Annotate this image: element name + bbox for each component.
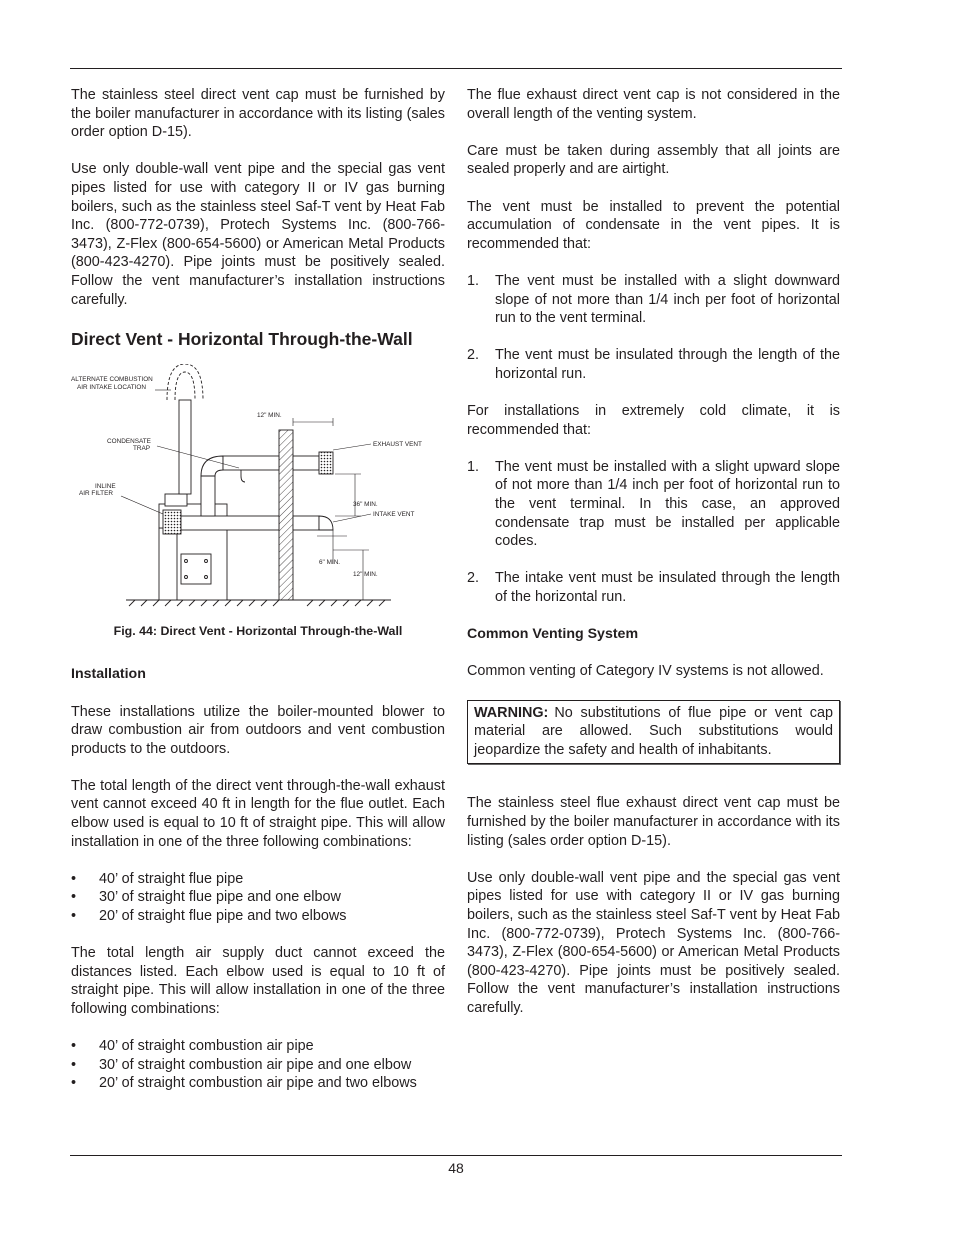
list-item: • 40’ of straight combustion air pipe	[71, 1038, 314, 1055]
header-rule	[70, 68, 842, 69]
airtight-paragraph: Care must be taken during assembly that all joints are sealed properly and are airtight.	[467, 142, 840, 178]
label-condensate-2: TRAP	[133, 444, 151, 452]
list-item: 2. The vent must be insulated through the length of the horizontal run.	[467, 347, 840, 382]
flue-combinations-list	[71, 870, 445, 926]
diagram-labels	[71, 376, 422, 578]
direct-vent-diagram	[71, 364, 445, 616]
vent-cap-length-paragraph: The flue exhaust direct vent cap is not considered in the overall length of the venting system.	[467, 87, 840, 122]
bullet: •	[71, 870, 77, 887]
installation-paragraph: These installations utilize the boiler-mounted blower to draw combustion air from outdoors and vent combustion products to the outdoors.	[71, 703, 445, 757]
intake-elbow	[319, 516, 333, 530]
cold-climate-list	[467, 458, 840, 607]
list-item: 1. The vent must be installed with a slight downward slope of not more than 1/4 inch per foot of horizontal run to the vent terminal.	[467, 272, 840, 327]
list-item: 1. The vent must be installed with a slight upward slope of not more than 1/4 inch per foot of horizontal run to the vent terminal. In this case, an approved condensate trap must be installed per applicable codes.	[467, 458, 840, 550]
floor-hatch	[129, 600, 385, 606]
bullet: •	[71, 889, 77, 906]
vent-pipe-paragraph: Use only double-wall vent pipe and the special gas vent pipes listed for use with category II or IV gas burning boilers, such as the stainless steel Saf-T vent by Heat Fab Inc. (800-772-0739), Protech Systems Inc. (800-766-3473), Z-Flex (800-654-5600) or American Metal Products (800-423-4270). Pipe joints must be positively sealed. Follow the vent manufacturer’s installation instructions carefully.	[71, 161, 445, 308]
exhaust-length-paragraph: The total length of the direct vent through-the-wall exhaust vent cannot exceed 40 ft in length for the flue outlet. Each elbow used is equal to 10 ft of straight pipe. This will allow installation in one of the three following combinations:	[71, 777, 445, 850]
label-filter-2: AIR FILTER	[79, 489, 113, 497]
label-filter-1: INLINE	[95, 482, 116, 490]
label-dim-12-bottom: 12" MIN.	[353, 570, 378, 578]
left-column	[71, 86, 445, 1112]
vent-cap-paragraph: The stainless steel direct vent cap must be furnished by the boiler manufacturer in accordance with its listing (sales order option D-15).	[71, 87, 445, 141]
warning-label: WARNING:	[474, 704, 549, 721]
boiler-cabinet	[159, 528, 227, 600]
installation-subheading: Installation	[71, 666, 146, 683]
flue-cap-paragraph: The stainless steel flue exhaust direct vent cap must be furnished by the boiler manufacturer in accordance with its listing (sales order option D-15).	[467, 795, 840, 849]
label-dim-6: 6" MIN.	[319, 558, 341, 566]
bullet: •	[71, 1056, 77, 1073]
right-column	[467, 86, 840, 1036]
alternate-intake-pipe	[179, 400, 191, 494]
air-combinations-list	[71, 1037, 445, 1093]
condensate-paragraph: The vent must be installed to prevent the potential accumulation of condensate in the vent pipes. It is recommended that:	[467, 198, 840, 252]
list-item: • 30’ of straight combustion air pipe and one elbow	[71, 1056, 412, 1073]
recommendations-list	[467, 272, 840, 384]
exterior-wall	[279, 430, 293, 600]
exhaust-pipe	[223, 456, 279, 470]
cold-climate-paragraph: For installations in extremely cold climate, it is recommended that:	[467, 403, 840, 438]
label-dim-36: 36" MIN.	[353, 500, 378, 508]
warning-text: No substitutions of flue pipe or vent cap material are allowed. Such substitutions would jeopardize the safety and health of inhabitants.	[474, 704, 833, 758]
condensate-trap	[241, 470, 245, 482]
bullet: •	[71, 908, 77, 925]
list-item: • 20’ of straight flue pipe and two elbows	[71, 908, 347, 925]
common-venting-paragraph: Common venting of Category IV systems is not allowed.	[467, 663, 824, 680]
intake-pipe	[181, 516, 279, 530]
label-alternate-intake-2: AIR INTAKE LOCATION	[77, 383, 147, 391]
page-number: 48	[448, 1160, 464, 1176]
label-intake-vent: INTAKE VENT	[373, 510, 415, 518]
warning-box	[467, 700, 840, 765]
vent-pipe-paragraph-2: Use only double-wall vent pipe and the special gas vent pipes listed for use with category II or IV gas burning boilers, such as the stainless steel Saf-T vent by Heat Fab Inc. (800-772-0739), Protech Systems Inc. (800-766-3473), Z-Flex (800-654-5600) or American Metal Products (800-423-4270). Pipe joints must be positively sealed. Follow the vent manufacturer’s installation instructions carefully.	[467, 869, 840, 1016]
list-item: • 30’ of straight flue pipe and one elbow	[71, 889, 341, 906]
alternate-intake-cap	[175, 372, 195, 400]
inline-air-filter	[163, 510, 181, 534]
label-dim-12-top: 12" MIN.	[257, 411, 282, 419]
flue-riser	[201, 476, 215, 516]
section-heading: Direct Vent - Horizontal Through-the-Wall	[71, 328, 413, 349]
bullet: •	[71, 1038, 77, 1055]
label-alternate-intake-1: ALTERNATE COMBUSTION	[71, 375, 153, 383]
common-venting-subheading: Common Venting System	[467, 626, 639, 643]
list-item: • 20’ of straight combustion air pipe and two elbows	[71, 1075, 417, 1092]
list-item: 2. The intake vent must be insulated through the length of the horizontal run.	[467, 570, 840, 606]
list-item: • 40’ of straight flue pipe	[71, 870, 244, 887]
exhaust-cap	[319, 452, 333, 474]
footer-rule	[70, 1155, 842, 1156]
bullet: •	[71, 1075, 77, 1092]
label-exhaust-vent: EXHAUST VENT	[373, 440, 422, 448]
label-condensate-1: CONDENSATE	[107, 437, 151, 445]
air-supply-paragraph: The total length air supply duct cannot exceed the distances listed. Each elbow used is equal to 10 ft of straight pipe. This will allow installation in one of the three following combinations:	[71, 945, 445, 1017]
figure-caption: Fig. 44: Direct Vent - Horizontal Through-the-Wall	[113, 624, 403, 639]
